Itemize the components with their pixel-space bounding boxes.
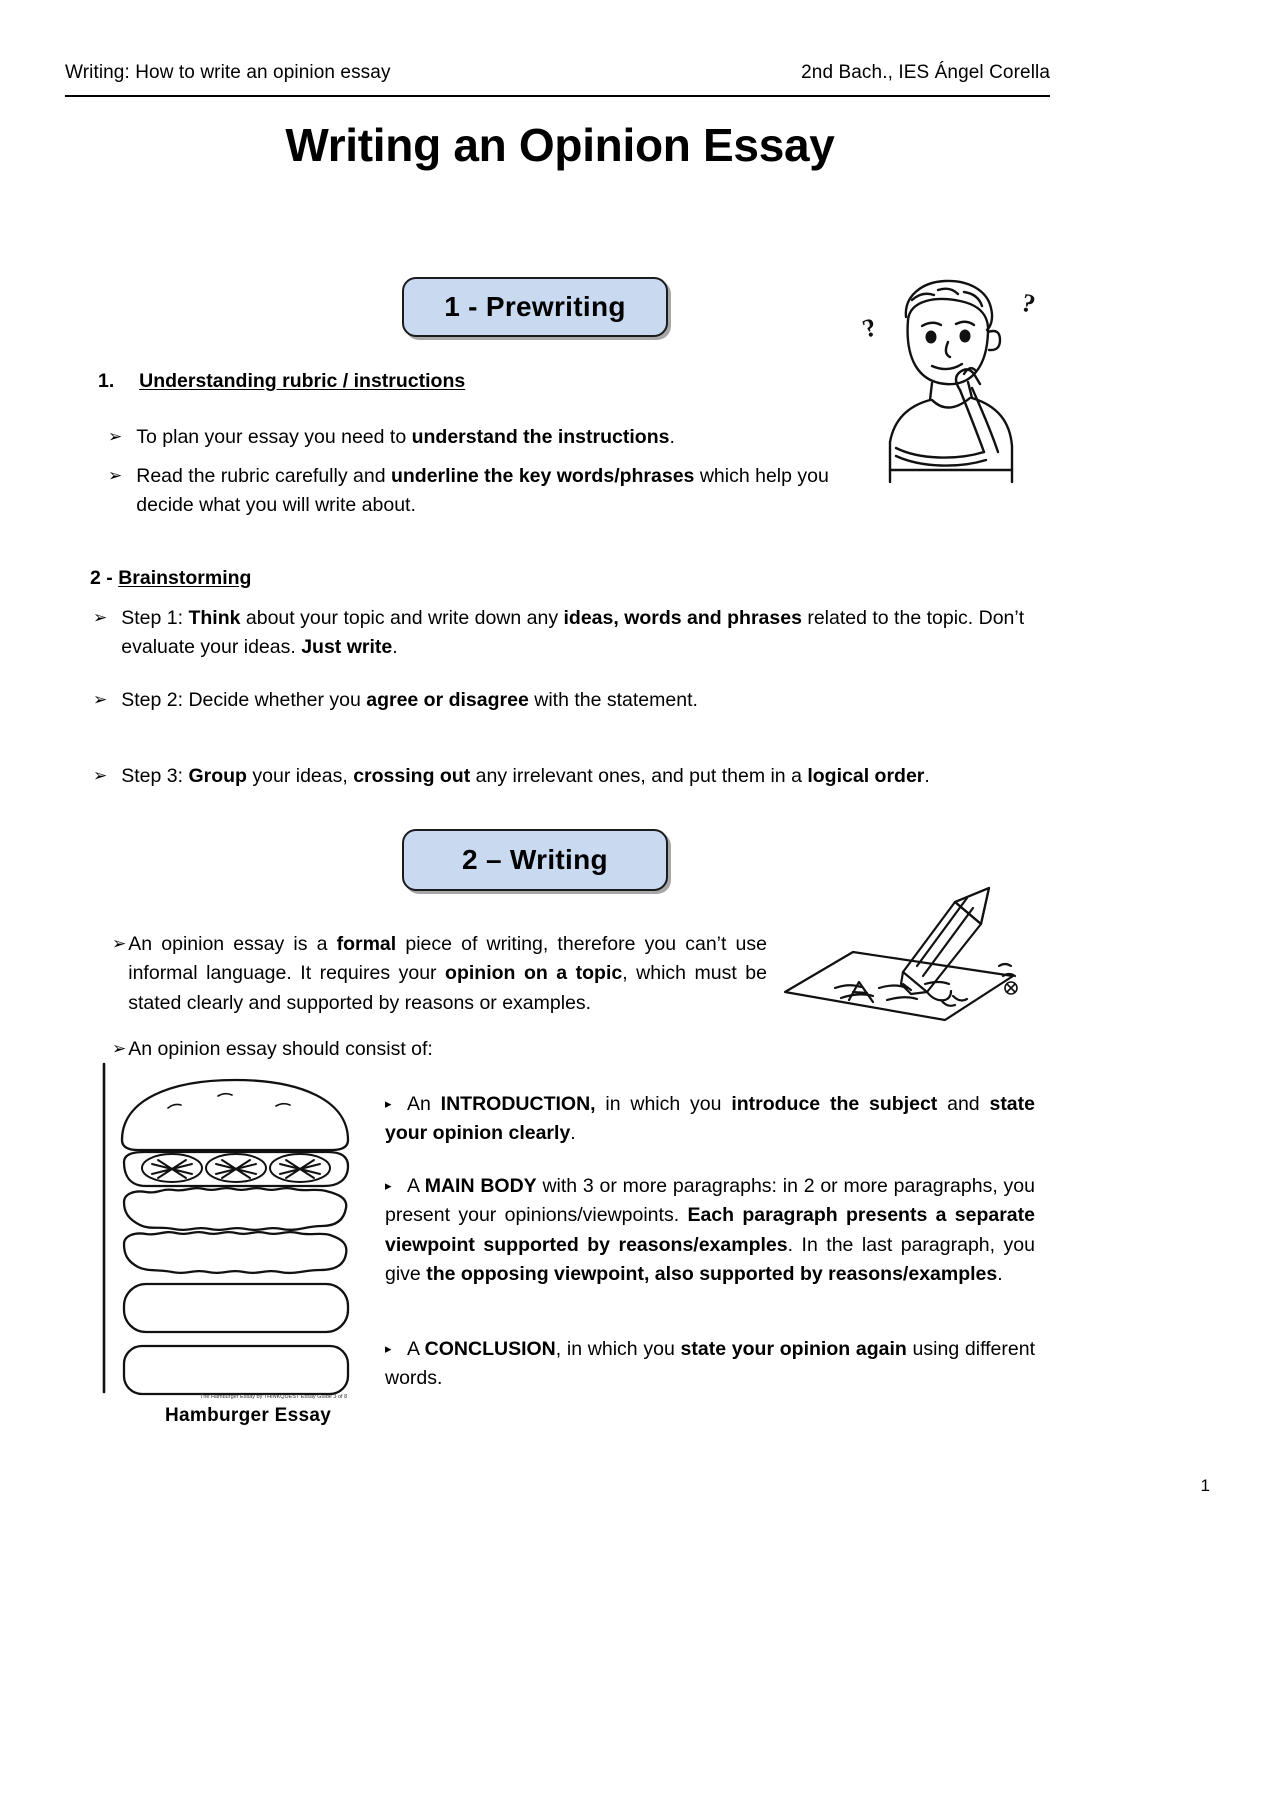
triangle-bullet-icon: ▸ bbox=[385, 1341, 392, 1356]
section-heading-understanding-rubric bbox=[98, 370, 798, 393]
section-2-number: 2 - bbox=[90, 567, 119, 589]
page-header bbox=[65, 62, 1050, 84]
list-item bbox=[93, 604, 1043, 663]
list-item-text: Read the rubric carefully and underline the key words/phrases which help you decide what you will write about. bbox=[136, 465, 829, 517]
header-divider bbox=[65, 95, 1050, 97]
section-heading-brainstorming bbox=[90, 567, 251, 590]
list-item bbox=[108, 462, 878, 521]
arrow-bullet-icon: ➢ bbox=[93, 766, 108, 785]
list-item bbox=[93, 686, 1043, 715]
stage-box-prewriting bbox=[402, 277, 668, 337]
arrow-bullet-icon: ➢ bbox=[93, 690, 108, 709]
stage-box-writing bbox=[402, 829, 668, 891]
list-item bbox=[112, 930, 767, 1018]
hamburger-diagram-caption: Hamburger Essay bbox=[165, 1405, 332, 1426]
page-number: 1 bbox=[1200, 1476, 1210, 1495]
triangle-bullet-icon: ▸ bbox=[385, 1096, 392, 1111]
arrow-bullet-icon: ➢ bbox=[112, 1039, 127, 1058]
section-1-number: 1. bbox=[98, 370, 115, 392]
list-item bbox=[108, 423, 908, 452]
header-left-text: Writing: How to write an opinion essay bbox=[65, 62, 391, 83]
pencil-writing-illustration bbox=[775, 880, 1025, 1025]
header-right-text: 2nd Bach., IES Ángel Corella bbox=[801, 62, 1050, 83]
essay-part-main-body: ▸ A MAIN BODY with 3 or more paragraphs: in 2 or more paragraphs, you present your opinions/viewpoints. Each paragraph presents a separate viewpoint supported by reasons/examples. In the last paragraph, you give the opposing viewpoint, also supported by reasons/examples. bbox=[385, 1175, 1035, 1285]
list-item-text: Step 3: Group your ideas, crossing out any irrelevant ones, and put them in a logical order. bbox=[121, 765, 930, 787]
arrow-bullet-icon: ➢ bbox=[93, 608, 108, 627]
list-item-text: To plan your essay you need to understand the instructions. bbox=[136, 426, 675, 448]
hamburger-essay-diagram bbox=[100, 1062, 370, 1402]
list-item-text: An opinion essay is a formal piece of writing, therefore you can’t use informal language. It requires your opinion on a topic, which must be stated clearly and supported by reasons or examples. bbox=[128, 933, 767, 1014]
diagram-credit-text: The Hamburger Essay by THINKQUEST Essay Guide 3 of 8 bbox=[200, 1394, 348, 1400]
stage-box-writing-label: 2 – Writing bbox=[462, 844, 608, 875]
list-item bbox=[93, 762, 1053, 791]
thinking-boy-illustration bbox=[860, 270, 1060, 485]
arrow-bullet-icon: ➢ bbox=[112, 934, 127, 953]
svg-text:?: ? bbox=[1018, 287, 1039, 319]
page-title: Writing an Opinion Essay bbox=[285, 119, 835, 171]
arrow-bullet-icon: ➢ bbox=[108, 427, 123, 446]
essay-part-introduction: ▸ An INTRODUCTION, in which you introduce the subject and state your opinion clearly. bbox=[385, 1093, 1035, 1145]
svg-text:?: ? bbox=[860, 312, 881, 344]
arrow-bullet-icon: ➢ bbox=[108, 466, 123, 485]
list-item-text: Step 1: Think about your topic and write down any ideas, words and phrases related to the topic. Don’t evaluate your ideas. Just write. bbox=[121, 607, 1025, 659]
section-1-title: Understanding rubric / instructions bbox=[139, 370, 466, 392]
list-item-text: Step 2: Decide whether you agree or disagree with the statement. bbox=[121, 689, 698, 711]
essay-part-conclusion: ▸ A CONCLUSION, in which you state your opinion again using different words. bbox=[385, 1338, 1035, 1390]
triangle-bullet-icon: ▸ bbox=[385, 1178, 392, 1193]
section-2-title: Brainstorming bbox=[118, 567, 252, 589]
list-item-text: An opinion essay should consist of: bbox=[128, 1038, 433, 1060]
stage-box-prewriting-label: 1 - Prewriting bbox=[444, 291, 626, 322]
list-item bbox=[112, 1035, 712, 1064]
